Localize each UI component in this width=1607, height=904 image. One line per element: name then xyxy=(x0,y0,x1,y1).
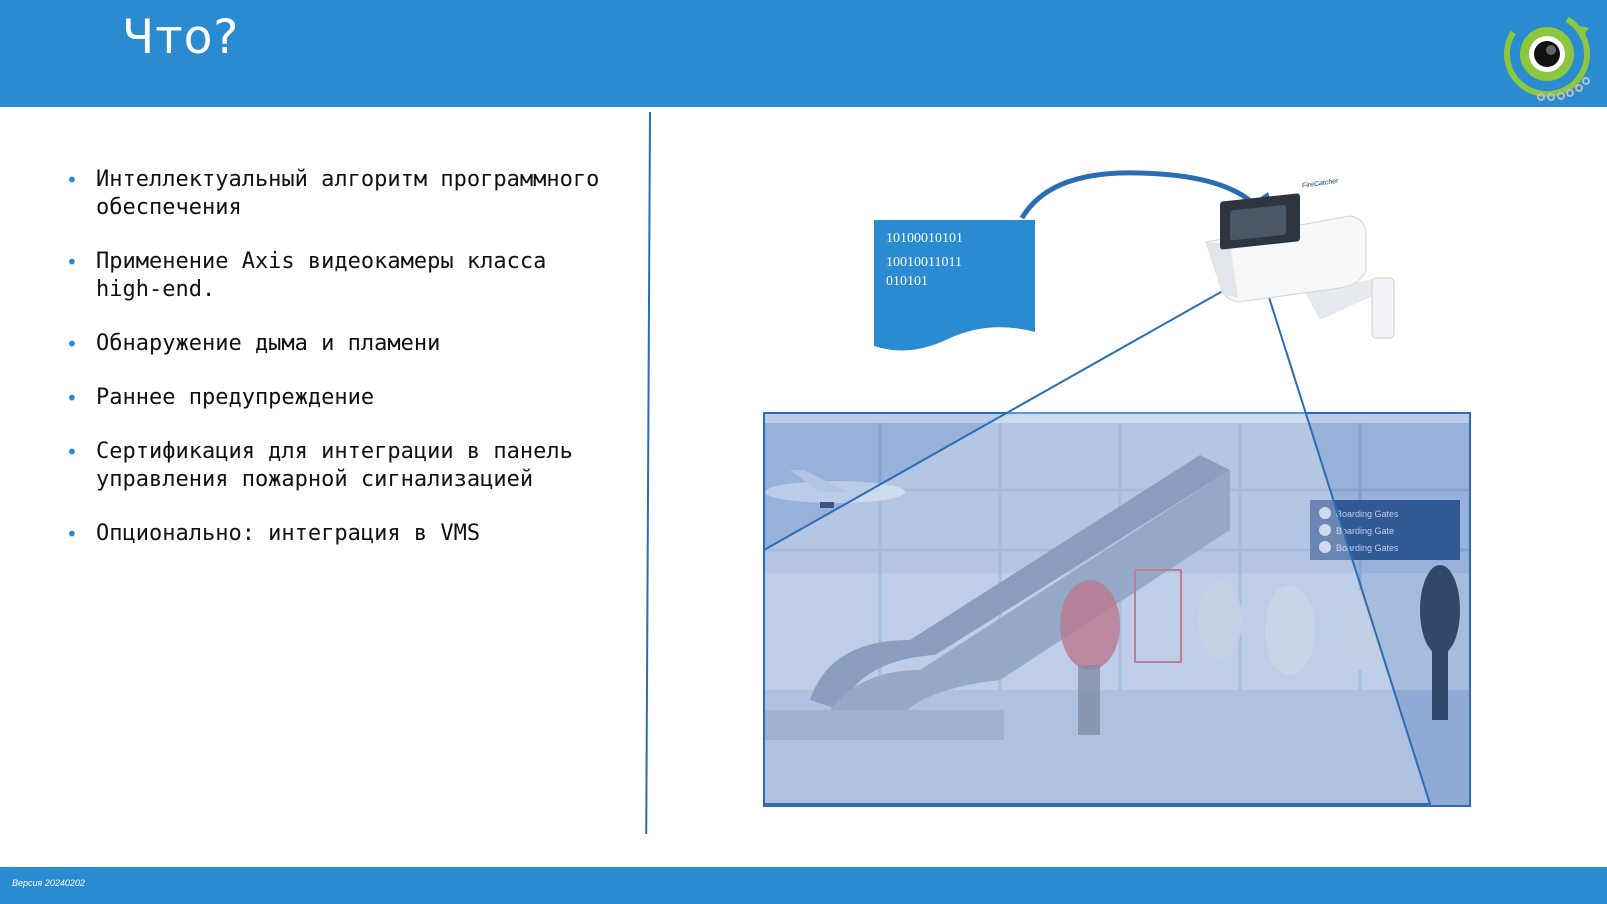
camera-detection-illustration xyxy=(760,170,1480,810)
version-label: Версия 20240202 xyxy=(12,878,85,888)
bullet-icon: • xyxy=(66,440,78,464)
brand-logo-icon xyxy=(1499,6,1595,102)
list-item xyxy=(62,166,602,222)
bullet-icon: • xyxy=(66,168,78,192)
slide-title: Что? xyxy=(122,10,240,65)
bullet-icon: • xyxy=(66,332,78,356)
list-item-text: Сертификация для интеграции в панель управления пожарной сигнализацией xyxy=(96,439,573,492)
list-item-text: Обнаружение дыма и пламени xyxy=(96,331,441,356)
binary-line: 10010011011 xyxy=(886,255,962,270)
list-item xyxy=(62,384,602,412)
list-item xyxy=(62,438,602,494)
bullet-icon: • xyxy=(66,386,78,410)
footer-bar xyxy=(0,867,1607,904)
camera-brand-label: FireCatcher xyxy=(1302,177,1339,190)
feature-list xyxy=(62,166,602,574)
list-item xyxy=(62,520,602,548)
list-item-text: Раннее предупреждение xyxy=(96,385,375,410)
list-item-text: Применение Axis видеокамеры класса high-end. xyxy=(96,249,547,302)
list-item-text: Интеллектуальный алгоритм программного обеспечения xyxy=(96,167,600,220)
list-item-text: Опционально: интеграция в VMS xyxy=(96,521,481,546)
header-bar xyxy=(0,0,1607,107)
binary-line: 10100010101 xyxy=(886,231,963,246)
list-item xyxy=(62,248,602,304)
binary-line: 010101 xyxy=(886,274,928,289)
bullet-icon: • xyxy=(66,250,78,274)
list-item xyxy=(62,330,602,358)
bullet-icon: • xyxy=(66,522,78,546)
camera-field-of-view xyxy=(764,288,1430,804)
binary-data-document xyxy=(874,220,1035,351)
column-divider xyxy=(645,112,651,834)
